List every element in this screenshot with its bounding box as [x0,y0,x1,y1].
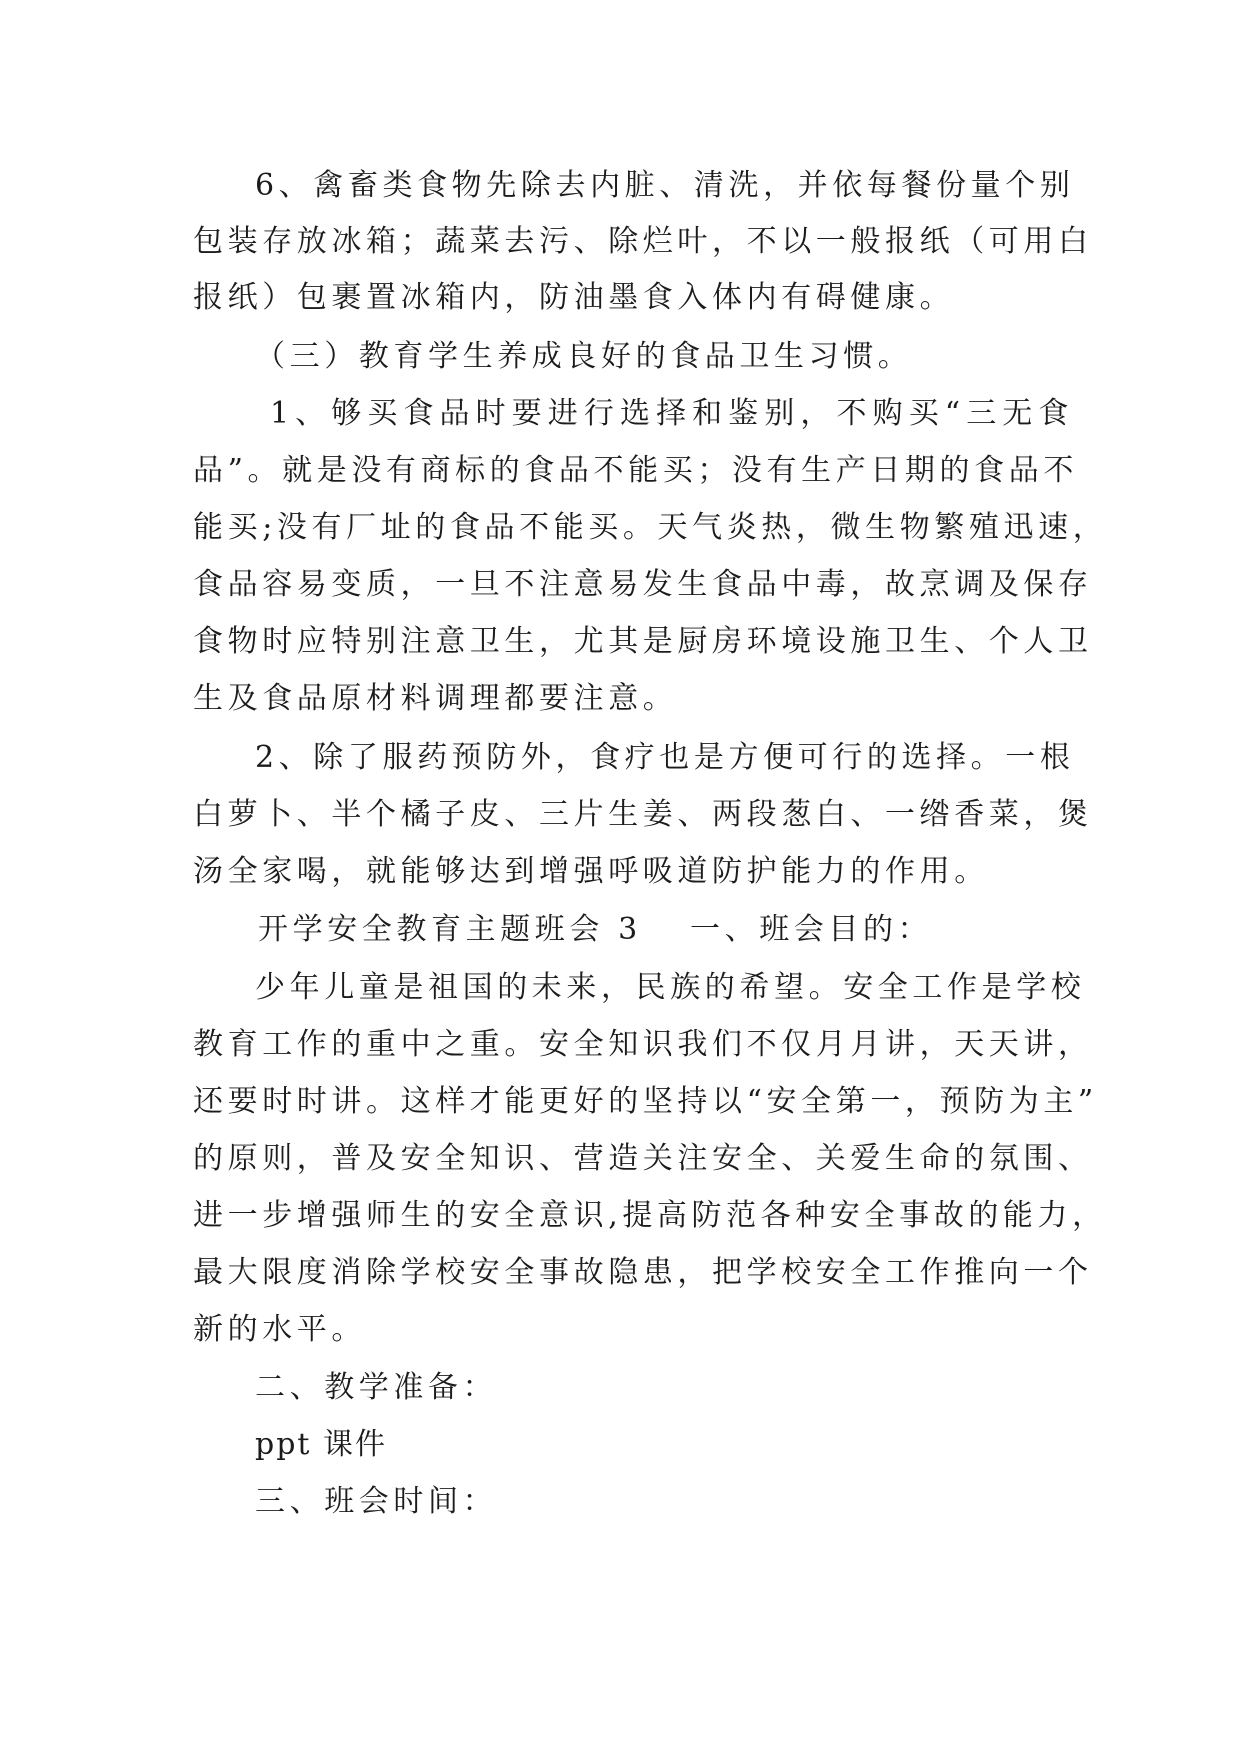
section-heading: （三）教育学生养成良好的食品卫生习惯。 [255,339,913,374]
paragraph-line: 新的水平。 [193,1312,366,1347]
paragraph-line: 进一步增强师生的安全意识,提高防范各种安全事故的能力， [193,1198,1107,1233]
paragraph-line: 6、禽畜类食物先除去内脏、清洗，并依每餐份量个别 [255,168,1075,203]
document-title: 开学安全教育主题班会 3 [258,912,642,947]
paragraph-line: 的原则，普及安全知识、营造关注安全、关爱生命的氛围、 [193,1141,1093,1176]
paragraph-line: ppt 课件 [255,1427,387,1462]
paragraph-line: 品”。就是没有商标的食品不能买；没有生产日期的食品不 [193,453,1078,488]
paragraph-line: 最大限度消除学校安全事故隐患，把学校安全工作推向一个 [193,1255,1093,1290]
paragraph-line: 报纸）包裹置冰箱内，防油墨食入体内有碍健康。 [193,280,955,315]
paragraph-line: 1、够买食品时要进行选择和鉴别，不购买“三无食 [270,396,1073,431]
section-heading: 二、教学准备： [255,1370,498,1405]
section-heading: 三、班会时间： [255,1484,498,1519]
paragraph-line: 食物时应特别注意卫生，尤其是厨房环境设施卫生、个人卫 [193,624,1093,659]
section-heading: 一、班会目的： [690,912,933,947]
paragraph-line: 教育工作的重中之重。安全知识我们不仅月月讲，天天讲， [193,1027,1093,1062]
paragraph-line: 包装存放冰箱；蔬菜去污、除烂叶，不以一般报纸（可用白 [193,224,1093,259]
paragraph-line: 还要时时讲。这样才能更好的坚持以“安全第一，预防为主” [193,1084,1098,1119]
paragraph-line: 汤全家喝，就能够达到增强呼吸道防护能力的作用。 [193,854,989,889]
paragraph-line: 能买;没有厂址的食品不能买。天气炎热，微生物繁殖迅速， [193,510,1108,545]
paragraph-line: 食品容易变质，一旦不注意易发生食品中毒，故烹调及保存 [193,567,1093,602]
paragraph-line: 2、除了服药预防外，食疗也是方便可行的选择。一根 [255,740,1075,775]
paragraph-line: 少年儿童是祖国的未来，民族的希望。安全工作是学校 [255,970,1086,1005]
paragraph-line: 白萝卜、半个橘子皮、三片生姜、两段葱白、一绺香菜，煲 [193,797,1093,832]
paragraph-line: 生及食品原材料调理都要注意。 [193,681,678,716]
